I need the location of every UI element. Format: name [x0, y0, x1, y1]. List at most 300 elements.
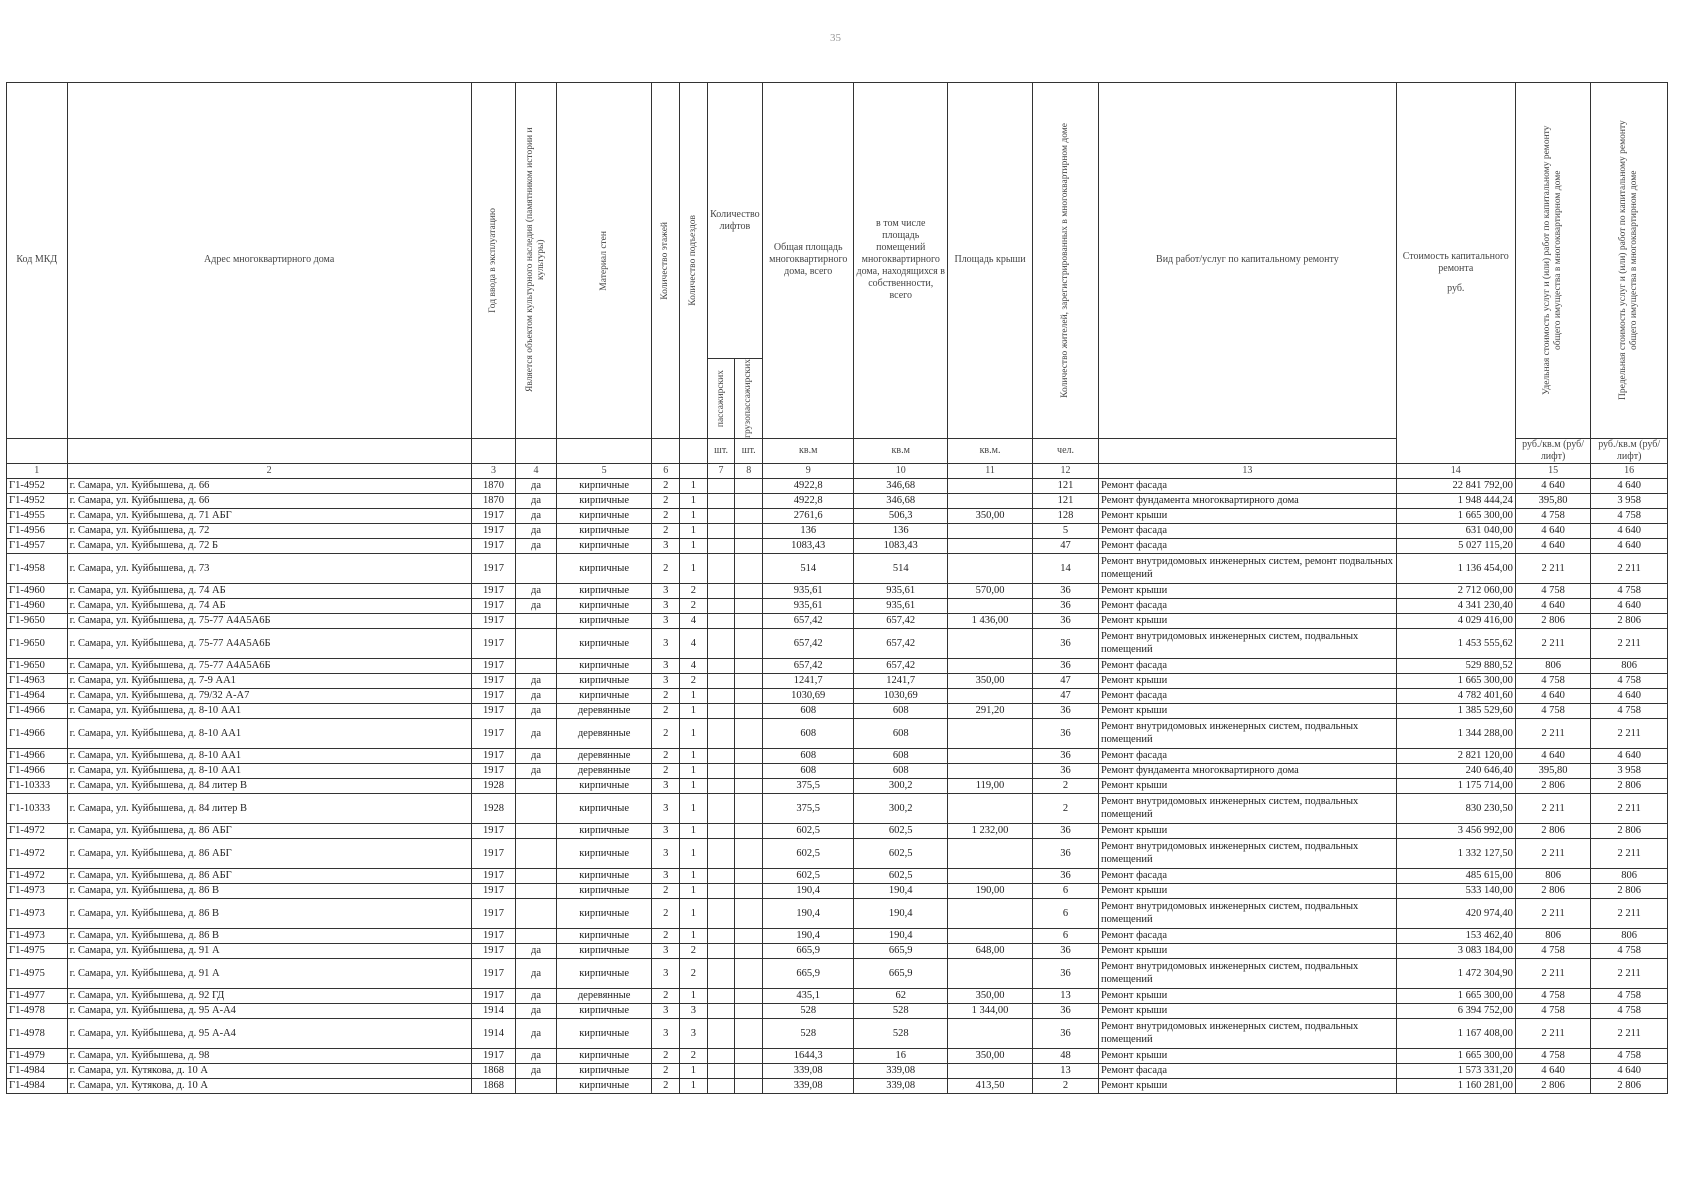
- cell-code: Г1-4966: [7, 763, 68, 778]
- cell-address: г. Самара, ул. Куйбышева, д. 91 А: [67, 958, 471, 988]
- cell-address: г. Самара, ул. Куйбышева, д. 73: [67, 553, 471, 583]
- cell-lifts-passenger: [707, 1003, 735, 1018]
- cell-heritage: да: [516, 538, 556, 553]
- cell-heritage: да: [516, 943, 556, 958]
- cell-year: 1917: [471, 523, 516, 538]
- cell-wall-material: кирпичные: [556, 478, 652, 493]
- cell-cost: 1 665 300,00: [1396, 988, 1515, 1003]
- header-work-type: Вид работ/услуг по капитальному ремонту: [1099, 83, 1397, 439]
- cell-address: г. Самара, ул. Куйбышева, д. 86 В: [67, 898, 471, 928]
- cell-floors: 2: [652, 523, 680, 538]
- cell-roof-area: 291,20: [948, 703, 1033, 718]
- cell-limit-cost: 2 806: [1591, 778, 1668, 793]
- cell-unit-cost: 4 758: [1515, 1003, 1591, 1018]
- cell-unit-cost: 2 806: [1515, 823, 1591, 838]
- cell-heritage: [516, 658, 556, 673]
- header-heritage: Является объектом культурного наследия (памятником истории и культуры): [525, 128, 547, 393]
- table-row: [7, 748, 1668, 763]
- cell-lifts-passenger: [707, 1018, 735, 1048]
- cell-cost: 3 083 184,00: [1396, 943, 1515, 958]
- cell-cost: 529 880,52: [1396, 658, 1515, 673]
- cell-wall-material: деревянные: [556, 703, 652, 718]
- cell-residents: 13: [1033, 1063, 1099, 1078]
- cell-unit-cost: 2 806: [1515, 613, 1591, 628]
- cell-roof-area: 1 344,00: [948, 1003, 1033, 1018]
- table-row: [7, 508, 1668, 523]
- cell-entrances: 1: [680, 553, 708, 583]
- header-residents: Количество жителей, зарегистрированных в многоквартирном доме: [1060, 123, 1071, 398]
- repair-table-container: [6, 82, 1668, 1094]
- cell-roof-area: [948, 598, 1033, 613]
- cell-heritage: да: [516, 1003, 556, 1018]
- cell-work-type: Ремонт крыши: [1099, 508, 1397, 523]
- cell-roof-area: 119,00: [948, 778, 1033, 793]
- cell-unit-cost: 2 211: [1515, 793, 1591, 823]
- cell-floors: 3: [652, 1018, 680, 1048]
- cell-total-area: 1241,7: [763, 673, 854, 688]
- cell-work-type: Ремонт внутридомовых инженерных систем, подвальных помещений: [1099, 793, 1397, 823]
- cell-year: 1917: [471, 958, 516, 988]
- cell-entrances: 3: [680, 1003, 708, 1018]
- cell-residents: 2: [1033, 793, 1099, 823]
- cell-lifts-passenger: [707, 688, 735, 703]
- cell-address: г. Самара, ул. Куйбышева, д. 95 А-А4: [67, 1018, 471, 1048]
- cell-floors: 2: [652, 748, 680, 763]
- cell-lifts-cargo: [735, 583, 763, 598]
- cell-wall-material: кирпичные: [556, 523, 652, 538]
- cell-work-type: Ремонт крыши: [1099, 703, 1397, 718]
- cell-residents: 6: [1033, 898, 1099, 928]
- cell-roof-area: [948, 1063, 1033, 1078]
- cell-year: 1917: [471, 823, 516, 838]
- cell-heritage: [516, 823, 556, 838]
- cell-roof-area: [948, 718, 1033, 748]
- cell-year: 1868: [471, 1078, 516, 1093]
- table-row: [7, 943, 1668, 958]
- cell-address: г. Самара, ул. Куйбышева, д. 98: [67, 1048, 471, 1063]
- cell-lifts-cargo: [735, 1003, 763, 1018]
- cell-roof-area: 413,50: [948, 1078, 1033, 1093]
- cell-roof-area: 190,00: [948, 883, 1033, 898]
- column-index: 15: [1515, 463, 1591, 478]
- cell-year: 1917: [471, 613, 516, 628]
- cell-work-type: Ремонт фундамента многоквартирного дома: [1099, 763, 1397, 778]
- cell-roof-area: 1 232,00: [948, 823, 1033, 838]
- cell-cost: 1 472 304,90: [1396, 958, 1515, 988]
- cell-work-type: Ремонт внутридомовых инженерных систем, подвальных помещений: [1099, 838, 1397, 868]
- cell-lifts-passenger: [707, 613, 735, 628]
- cell-limit-cost: 3 958: [1591, 493, 1668, 508]
- cell-owned-area: 62: [854, 988, 948, 1003]
- cell-limit-cost: 2 211: [1591, 958, 1668, 988]
- cell-entrances: 1: [680, 538, 708, 553]
- cell-roof-area: [948, 493, 1033, 508]
- cell-unit-cost: 2 211: [1515, 553, 1591, 583]
- cell-lifts-cargo: [735, 553, 763, 583]
- cell-work-type: Ремонт фасада: [1099, 598, 1397, 613]
- cell-roof-area: 350,00: [948, 508, 1033, 523]
- cell-year: 1917: [471, 553, 516, 583]
- cell-residents: 36: [1033, 703, 1099, 718]
- cell-address: г. Самара, ул. Куйбышева, д. 75-77 А4А5А6Б: [67, 613, 471, 628]
- cell-lifts-passenger: [707, 718, 735, 748]
- cell-limit-cost: 4 640: [1591, 598, 1668, 613]
- cell-work-type: Ремонт фасада: [1099, 658, 1397, 673]
- cell-lifts-passenger: [707, 928, 735, 943]
- cell-total-area: 608: [763, 748, 854, 763]
- cell-cost: 1 665 300,00: [1396, 508, 1515, 523]
- cell-floors: 3: [652, 583, 680, 598]
- cell-cost: 830 230,50: [1396, 793, 1515, 823]
- cell-entrances: 1: [680, 793, 708, 823]
- cell-heritage: [516, 628, 556, 658]
- cell-floors: 2: [652, 1078, 680, 1093]
- cell-year: 1917: [471, 943, 516, 958]
- cell-lifts-passenger: [707, 1078, 735, 1093]
- cell-total-area: 608: [763, 763, 854, 778]
- header-total-area: Общая площадь многоквартирного дома, всего: [763, 83, 854, 439]
- cell-wall-material: кирпичные: [556, 613, 652, 628]
- cell-total-area: 375,5: [763, 793, 854, 823]
- cell-lifts-passenger: [707, 823, 735, 838]
- cell-address: г. Самара, ул. Куйбышева, д. 72: [67, 523, 471, 538]
- table-row: [7, 598, 1668, 613]
- cell-year: 1917: [471, 748, 516, 763]
- cell-heritage: да: [516, 523, 556, 538]
- cell-year: 1914: [471, 1018, 516, 1048]
- header-limit-cost: Предельная стоимость услуг и (или) работ по капитальному ремонту общего имущества в многоквартирном доме: [1618, 120, 1640, 401]
- table-row: [7, 538, 1668, 553]
- cell-code: Г1-4972: [7, 823, 68, 838]
- cell-wall-material: кирпичные: [556, 1018, 652, 1048]
- cell-residents: 36: [1033, 658, 1099, 673]
- cell-residents: 128: [1033, 508, 1099, 523]
- cell-work-type: Ремонт фасада: [1099, 478, 1397, 493]
- cell-entrances: 1: [680, 763, 708, 778]
- cell-lifts-passenger: [707, 883, 735, 898]
- cell-work-type: Ремонт крыши: [1099, 1078, 1397, 1093]
- table-row: [7, 868, 1668, 883]
- cell-limit-cost: 806: [1591, 658, 1668, 673]
- cell-entrances: 4: [680, 628, 708, 658]
- cell-wall-material: деревянные: [556, 748, 652, 763]
- cell-entrances: 1: [680, 523, 708, 538]
- cell-wall-material: кирпичные: [556, 823, 652, 838]
- cell-work-type: Ремонт внутридомовых инженерных систем, подвальных помещений: [1099, 628, 1397, 658]
- cell-lifts-passenger: [707, 493, 735, 508]
- cell-lifts-passenger: [707, 658, 735, 673]
- cell-lifts-passenger: [707, 598, 735, 613]
- cell-floors: 2: [652, 883, 680, 898]
- cell-cost: 2 712 060,00: [1396, 583, 1515, 598]
- cell-total-area: 657,42: [763, 658, 854, 673]
- cell-code: Г1-10333: [7, 793, 68, 823]
- cell-limit-cost: 2 211: [1591, 718, 1668, 748]
- cell-address: г. Самара, ул. Куйбышева, д. 75-77 А4А5А6Б: [67, 628, 471, 658]
- cell-code: Г1-4978: [7, 1003, 68, 1018]
- cell-owned-area: 608: [854, 718, 948, 748]
- cell-entrances: 1: [680, 928, 708, 943]
- cell-total-area: 514: [763, 553, 854, 583]
- cell-total-area: 136: [763, 523, 854, 538]
- cell-lifts-passenger: [707, 958, 735, 988]
- cell-cost: 240 646,40: [1396, 763, 1515, 778]
- cell-lifts-passenger: [707, 943, 735, 958]
- cell-unit-cost: 4 640: [1515, 1063, 1591, 1078]
- column-index: 11: [948, 463, 1033, 478]
- cell-heritage: да: [516, 673, 556, 688]
- cell-address: г. Самара, ул. Куйбышева, д. 75-77 А4А5А6Б: [67, 658, 471, 673]
- cell-owned-area: 136: [854, 523, 948, 538]
- cell-unit-cost: 4 758: [1515, 673, 1591, 688]
- cell-owned-area: 346,68: [854, 478, 948, 493]
- cell-code: Г1-4963: [7, 673, 68, 688]
- cell-code: Г1-4964: [7, 688, 68, 703]
- cell-lifts-cargo: [735, 823, 763, 838]
- cell-limit-cost: 4 640: [1591, 1063, 1668, 1078]
- cell-unit-cost: 4 758: [1515, 1048, 1591, 1063]
- cell-year: 1917: [471, 838, 516, 868]
- cell-code: Г1-9650: [7, 658, 68, 673]
- cell-floors: 3: [652, 1003, 680, 1018]
- cell-floors: 3: [652, 538, 680, 553]
- cell-total-area: 190,4: [763, 898, 854, 928]
- cell-work-type: Ремонт крыши: [1099, 778, 1397, 793]
- cell-owned-area: 339,08: [854, 1063, 948, 1078]
- cell-work-type: Ремонт фундамента многоквартирного дома: [1099, 493, 1397, 508]
- cell-wall-material: кирпичные: [556, 553, 652, 583]
- cell-work-type: Ремонт фасада: [1099, 928, 1397, 943]
- cell-total-area: 608: [763, 703, 854, 718]
- cell-residents: 36: [1033, 598, 1099, 613]
- cell-lifts-cargo: [735, 538, 763, 553]
- cell-code: Г1-4975: [7, 958, 68, 988]
- cell-cost: 1 665 300,00: [1396, 1048, 1515, 1063]
- cell-cost: 22 841 792,00: [1396, 478, 1515, 493]
- unit-owned-area: кв.м: [854, 438, 948, 463]
- cell-limit-cost: 2 806: [1591, 613, 1668, 628]
- cell-residents: 36: [1033, 943, 1099, 958]
- cell-total-area: 528: [763, 1003, 854, 1018]
- cell-address: г. Самара, ул. Куйбышева, д. 66: [67, 493, 471, 508]
- table-row: [7, 493, 1668, 508]
- cell-limit-cost: 2 806: [1591, 823, 1668, 838]
- cell-year: 1917: [471, 718, 516, 748]
- cell-entrances: 2: [680, 598, 708, 613]
- cell-residents: 36: [1033, 718, 1099, 748]
- cell-address: г. Самара, ул. Куйбышева, д. 8-10 АА1: [67, 703, 471, 718]
- cell-owned-area: 608: [854, 703, 948, 718]
- cell-work-type: Ремонт фасада: [1099, 748, 1397, 763]
- cell-residents: 6: [1033, 928, 1099, 943]
- cell-floors: 2: [652, 1063, 680, 1078]
- table-row: [7, 478, 1668, 493]
- cell-entrances: 1: [680, 688, 708, 703]
- cell-code: Г1-4984: [7, 1078, 68, 1093]
- cell-residents: 36: [1033, 868, 1099, 883]
- cell-unit-cost: 2 211: [1515, 838, 1591, 868]
- cell-address: г. Самара, ул. Куйбышева, д. 8-10 АА1: [67, 718, 471, 748]
- cell-wall-material: кирпичные: [556, 493, 652, 508]
- cell-lifts-passenger: [707, 703, 735, 718]
- cell-code: Г1-4952: [7, 478, 68, 493]
- cell-roof-area: [948, 553, 1033, 583]
- table-row: [7, 673, 1668, 688]
- cell-heritage: да: [516, 583, 556, 598]
- cell-roof-area: [948, 793, 1033, 823]
- cell-residents: 36: [1033, 613, 1099, 628]
- cell-wall-material: кирпичные: [556, 1078, 652, 1093]
- cell-lifts-cargo: [735, 898, 763, 928]
- cell-address: г. Самара, ул. Куйбышева, д. 91 А: [67, 943, 471, 958]
- cell-total-area: 190,4: [763, 883, 854, 898]
- cell-limit-cost: 2 211: [1591, 628, 1668, 658]
- cell-heritage: [516, 838, 556, 868]
- cell-lifts-passenger: [707, 508, 735, 523]
- cell-residents: 36: [1033, 583, 1099, 598]
- cell-cost: 1 453 555,62: [1396, 628, 1515, 658]
- cell-owned-area: 190,4: [854, 928, 948, 943]
- header-lifts-cargo: грузопассажирских: [743, 359, 754, 438]
- cell-year: 1928: [471, 793, 516, 823]
- table-row: [7, 1078, 1668, 1093]
- cell-cost: 1 160 281,00: [1396, 1078, 1515, 1093]
- cell-lifts-cargo: [735, 868, 763, 883]
- cell-wall-material: кирпичные: [556, 793, 652, 823]
- cell-heritage: да: [516, 763, 556, 778]
- column-index: 5: [556, 463, 652, 478]
- cell-owned-area: 1241,7: [854, 673, 948, 688]
- cell-heritage: [516, 793, 556, 823]
- cell-wall-material: кирпичные: [556, 598, 652, 613]
- column-index: 7: [707, 463, 735, 478]
- table-row: [7, 838, 1668, 868]
- header-lifts: Количество лифтов: [707, 83, 762, 359]
- table-row: [7, 658, 1668, 673]
- cell-lifts-cargo: [735, 628, 763, 658]
- cell-wall-material: кирпичные: [556, 628, 652, 658]
- cell-limit-cost: 806: [1591, 928, 1668, 943]
- cell-address: г. Самара, ул. Куйбышева, д. 66: [67, 478, 471, 493]
- cell-total-area: 375,5: [763, 778, 854, 793]
- cell-lifts-cargo: [735, 613, 763, 628]
- cell-wall-material: кирпичные: [556, 538, 652, 553]
- cell-heritage: да: [516, 748, 556, 763]
- cell-work-type: Ремонт фасада: [1099, 1063, 1397, 1078]
- cell-owned-area: 657,42: [854, 658, 948, 673]
- header-owned-area: в том числе площадь помещений многоквартирного дома, находящихся в собственности, всего: [854, 83, 948, 439]
- cell-year: 1914: [471, 1003, 516, 1018]
- cell-lifts-passenger: [707, 793, 735, 823]
- cell-unit-cost: 2 806: [1515, 778, 1591, 793]
- column-index: 6: [652, 463, 680, 478]
- cell-heritage: да: [516, 958, 556, 988]
- cell-lifts-cargo: [735, 1063, 763, 1078]
- cell-limit-cost: 2 211: [1591, 838, 1668, 868]
- cell-lifts-passenger: [707, 1048, 735, 1063]
- cell-residents: 36: [1033, 838, 1099, 868]
- cell-address: г. Самара, ул. Куйбышева, д. 74 АБ: [67, 583, 471, 598]
- cell-code: Г1-4966: [7, 718, 68, 748]
- table-row: [7, 1003, 1668, 1018]
- cell-heritage: да: [516, 718, 556, 748]
- unit-total-area: кв.м: [763, 438, 854, 463]
- cell-roof-area: 350,00: [948, 673, 1033, 688]
- cell-code: Г1-4984: [7, 1063, 68, 1078]
- header-lifts-passenger: пассажирских: [715, 369, 726, 427]
- unit-lifts-passenger: шт.: [707, 438, 735, 463]
- cell-residents: 47: [1033, 688, 1099, 703]
- cell-limit-cost: 4 640: [1591, 523, 1668, 538]
- cell-unit-cost: 806: [1515, 868, 1591, 883]
- cell-code: Г1-4975: [7, 943, 68, 958]
- cell-residents: 6: [1033, 883, 1099, 898]
- cell-lifts-cargo: [735, 688, 763, 703]
- cell-cost: 1 665 300,00: [1396, 673, 1515, 688]
- cell-total-area: 4922,8: [763, 478, 854, 493]
- cell-limit-cost: 4 758: [1591, 988, 1668, 1003]
- cell-roof-area: [948, 628, 1033, 658]
- unit-roof-area: кв.м.: [948, 438, 1033, 463]
- cell-owned-area: 16: [854, 1048, 948, 1063]
- cell-work-type: Ремонт крыши: [1099, 1048, 1397, 1063]
- header-entrances: Количество подъездов: [687, 215, 698, 306]
- cell-address: г. Самара, ул. Куйбышева, д. 8-10 АА1: [67, 763, 471, 778]
- cell-floors: 2: [652, 718, 680, 748]
- cell-code: Г1-4972: [7, 868, 68, 883]
- cell-owned-area: 1083,43: [854, 538, 948, 553]
- cell-floors: 3: [652, 658, 680, 673]
- cell-wall-material: кирпичные: [556, 508, 652, 523]
- cell-heritage: да: [516, 988, 556, 1003]
- table-row: [7, 718, 1668, 748]
- cell-owned-area: 506,3: [854, 508, 948, 523]
- cell-address: г. Самара, ул. Куйбышева, д. 86 АБГ: [67, 868, 471, 883]
- header-roof-area: Площадь крыши: [948, 83, 1033, 439]
- cell-entrances: 1: [680, 868, 708, 883]
- cell-year: 1917: [471, 928, 516, 943]
- cell-year: 1917: [471, 868, 516, 883]
- page-number: 35: [830, 32, 841, 44]
- cell-roof-area: [948, 958, 1033, 988]
- cell-wall-material: кирпичные: [556, 958, 652, 988]
- cell-work-type: Ремонт крыши: [1099, 988, 1397, 1003]
- cell-unit-cost: 2 806: [1515, 1078, 1591, 1093]
- cell-wall-material: кирпичные: [556, 688, 652, 703]
- cell-lifts-cargo: [735, 928, 763, 943]
- cell-residents: 36: [1033, 628, 1099, 658]
- cell-total-area: 2761,6: [763, 508, 854, 523]
- column-index: [680, 463, 708, 478]
- table-row: [7, 613, 1668, 628]
- cell-unit-cost: 4 758: [1515, 988, 1591, 1003]
- cell-entrances: 3: [680, 1018, 708, 1048]
- cell-lifts-cargo: [735, 703, 763, 718]
- cell-work-type: Ремонт крыши: [1099, 613, 1397, 628]
- cell-owned-area: 657,42: [854, 628, 948, 658]
- table-row: [7, 628, 1668, 658]
- header-code: Код МКД: [7, 83, 68, 439]
- cell-lifts-passenger: [707, 1063, 735, 1078]
- table-row: [7, 583, 1668, 598]
- cell-limit-cost: 4 758: [1591, 943, 1668, 958]
- cell-work-type: Ремонт крыши: [1099, 823, 1397, 838]
- cell-floors: 3: [652, 838, 680, 868]
- cell-owned-area: 657,42: [854, 613, 948, 628]
- cell-total-area: 657,42: [763, 613, 854, 628]
- cell-work-type: Ремонт крыши: [1099, 943, 1397, 958]
- cell-floors: 3: [652, 958, 680, 988]
